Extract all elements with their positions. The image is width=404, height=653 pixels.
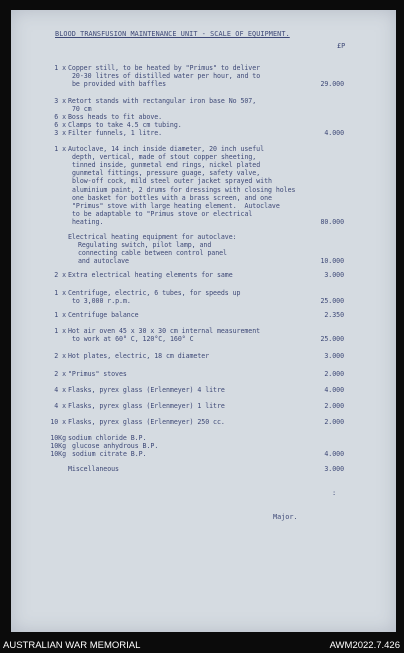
currency-header: £P <box>337 42 346 50</box>
item-amount: 80.000 <box>320 217 344 226</box>
item-amount: 3.000 <box>324 465 344 473</box>
margin-mark <box>332 489 336 497</box>
item-amount: 3.000 <box>324 271 344 279</box>
document-title: BLOOD TRANSFUSION MAINTENANCE UNIT - SCALE OF EQUIPMENT. <box>55 30 290 38</box>
item-amount: 3.000 <box>324 352 344 360</box>
item-description-line: to work at 60° C, 120°C, 160° C <box>72 335 194 344</box>
item-amount: 4.000 <box>324 450 344 459</box>
item-quantity: 2 x <box>54 370 66 378</box>
item-description-line: gunmetal fittings, pressure guage, safety valve, <box>72 169 261 178</box>
item-quantity: 1 x <box>54 289 66 297</box>
item-description-line: Centrifuge balance <box>68 311 139 319</box>
footer-institution: AUSTRALIAN WAR MEMORIAL <box>3 640 141 651</box>
item-description-line: Autoclave, 14 inch inside diameter, 20 inch useful <box>68 145 264 153</box>
item-description-line: heating. <box>72 217 104 226</box>
item-description-line: 20-30 litres of distilled water per hour, and to <box>72 72 261 81</box>
item-quantity: 3 x <box>54 97 66 105</box>
item-description-line: sodium chloride B.P. <box>68 434 147 442</box>
item-amount: 29.000 <box>320 80 344 89</box>
item-quantity: 1 x <box>54 311 66 319</box>
item-amount: 4.000 <box>324 386 344 394</box>
item-description-line: be provided with baffles <box>72 80 167 89</box>
item-description-line: blow-off cock, mild steel outer jacket sprayed with <box>72 177 272 186</box>
mark-text: : <box>332 489 337 497</box>
item-description-line: Boss heads to fit above. <box>68 113 163 121</box>
item-quantity: 10Kg <box>50 434 66 442</box>
item-description-line: Clamps to take 4.5 cm tubing. <box>68 121 182 129</box>
item-description-line: "Primus" stove with large heating element. Autoclave <box>72 201 280 210</box>
item-description-line: Centrifuge, electric, 6 tubes, for speeds up <box>68 289 241 297</box>
item-quantity: 4 x <box>54 402 66 410</box>
signature-title: Major. <box>273 513 298 521</box>
item-description-line: Electrical heating equipment for autoclave: <box>68 233 237 241</box>
item-description-line: one basket for bottles with a brass screen, and one <box>72 193 272 202</box>
item-quantity: 2 x <box>54 271 66 279</box>
item-description-line: aluminium paint, 2 drums for dressings with closing holes <box>72 185 296 194</box>
item-description-line: "Primus" stoves <box>68 370 127 378</box>
item-description-line: Flasks, pyrex glass (Erlenmeyer) 1 litre <box>68 402 225 410</box>
item-description-line: Filter funnels, 1 litre. <box>68 129 163 137</box>
item-quantity: 4 x <box>54 386 66 394</box>
footer-accession-number: AWM2022.7.426 <box>329 640 400 651</box>
item-amount: 2.350 <box>324 311 344 319</box>
item-description-line: Hot air oven 45 x 30 x 30 cm internal measurement <box>68 327 261 335</box>
item-amount: 25.000 <box>320 335 344 344</box>
item-quantity: 10 x <box>50 418 66 426</box>
item-description-line: sodium citrate B.P. <box>72 450 147 459</box>
item-quantity: 10Kg <box>50 442 66 451</box>
item-amount: 2.000 <box>324 418 344 426</box>
item-description-line: tinned inside, gunmetal end rings, nickel plated <box>72 161 261 170</box>
item-quantity: 1 x <box>54 64 66 72</box>
item-quantity: 10Kg <box>50 450 66 459</box>
item-quantity: 6 x <box>54 121 66 129</box>
item-amount: 2.000 <box>324 402 344 410</box>
item-description-line: Regulating switch, pilot lamp, and <box>78 241 212 250</box>
item-description-line: connecting cable between control panel <box>78 249 227 258</box>
item-description-line: glucose anhydrous B.P. <box>72 442 159 451</box>
item-quantity: 3 x <box>54 129 66 137</box>
item-description-line: Retort stands with rectangular iron base No 507, <box>68 97 257 105</box>
item-description-line: and autoclave <box>78 257 129 266</box>
item-description-line: Flasks, pyrex glass (Erlenmeyer) 4 litre <box>68 386 225 394</box>
item-description-line: Miscellaneous <box>68 465 119 473</box>
item-quantity: 1 x <box>54 327 66 335</box>
item-amount: 2.000 <box>324 370 344 378</box>
item-description-line: Copper still, to be heated by "Primus" to deliver <box>68 64 261 72</box>
item-description-line: to be adaptable to "Primus stove or electrical <box>72 209 253 218</box>
item-amount: 4.000 <box>324 129 344 137</box>
item-description-line: to 3,000 r.p.m. <box>72 297 131 306</box>
item-description-line: Extra electrical heating elements for same <box>68 271 233 279</box>
item-description-line: 70 cm <box>72 105 92 114</box>
item-amount: 25.000 <box>320 297 344 306</box>
item-description-line: depth, vertical, made of stout copper sheeting, <box>72 153 257 162</box>
item-quantity: 2 x <box>54 352 66 360</box>
item-description-line: Hot plates, electric, 18 cm diameter <box>68 352 210 360</box>
item-description-line: Flasks, pyrex glass (Erlenmeyer) 250 cc. <box>68 418 225 426</box>
item-amount: 10.000 <box>320 257 344 266</box>
item-quantity: 6 x <box>54 113 66 121</box>
item-quantity: 1 x <box>54 145 66 153</box>
